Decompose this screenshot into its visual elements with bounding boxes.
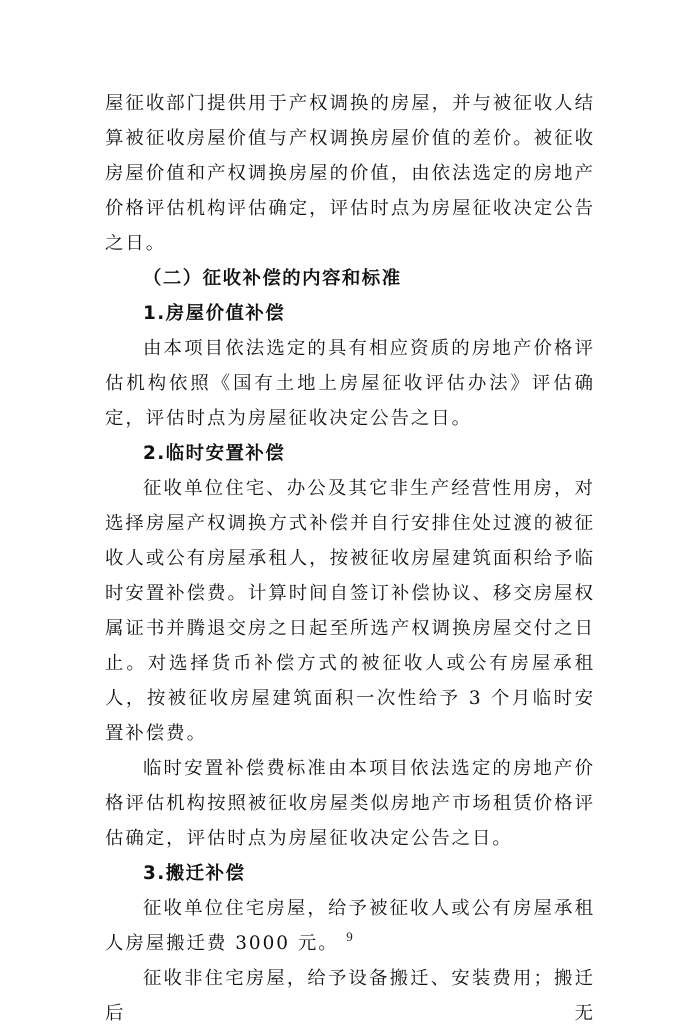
- subheading-relocation: 3.搬迁补偿: [143, 863, 246, 884]
- document-body: [105, 86, 595, 1031]
- paragraph-temporary-resettlement: 征收单位住宅、办公及其它非生产经营性用房，对选择房屋产权调换方式补偿并自行安排住处过渡的被征收人或公有房屋承租人，按被征收房屋建筑面积给予临时安置补偿费。计算时间自签订补偿协议、移交房屋权属证书并腾退交房之日起至所选产权调换房屋交付之日止。对选择货币补偿方式的被征收人或公有房屋承租人，按被征收房屋建筑面积一次性给予 3 个月临时安置补偿费。: [105, 478, 595, 744]
- paragraph-house-value: 由本项目依法选定的具有相应资质的房地产价格评估机构依照《国有土地上房屋征收评估办法》评估确定，评估时点为房屋征收决定公告之日。: [105, 338, 595, 429]
- subheading-temporary-resettlement: 2.临时安置补偿: [143, 443, 286, 464]
- subheading-house-value: 1.房屋价值补偿: [143, 303, 286, 324]
- paragraph-residential-relocation: 征收单位住宅房屋，给予被征收人或公有房屋承租人房屋搬迁费 3000 元。: [105, 898, 595, 954]
- paragraph-continuation: 屋征收部门提供用于产权调换的房屋，并与被征收人结算被征收房屋价值与产权调换房屋价值的差价。被征收房屋价值和产权调换房屋的价值，由依法选定的房地产价格评估机构评估确定，评估时点为房屋征收决定公告之日。: [105, 93, 595, 254]
- page-number: 9: [346, 929, 353, 944]
- paragraph-resettlement-standard: 临时安置补偿费标准由本项目依法选定的房地产价格评估机构按照被征收房屋类似房地产市场租赁价格评估确定，评估时点为房屋征收决定公告之日。: [105, 758, 595, 849]
- section-heading: （二）征收补偿的内容和标准: [143, 268, 402, 289]
- paragraph-nonresidential-relocation: 征收非住宅房屋，给予设备搬迁、安装费用；搬迁后无: [105, 968, 595, 1024]
